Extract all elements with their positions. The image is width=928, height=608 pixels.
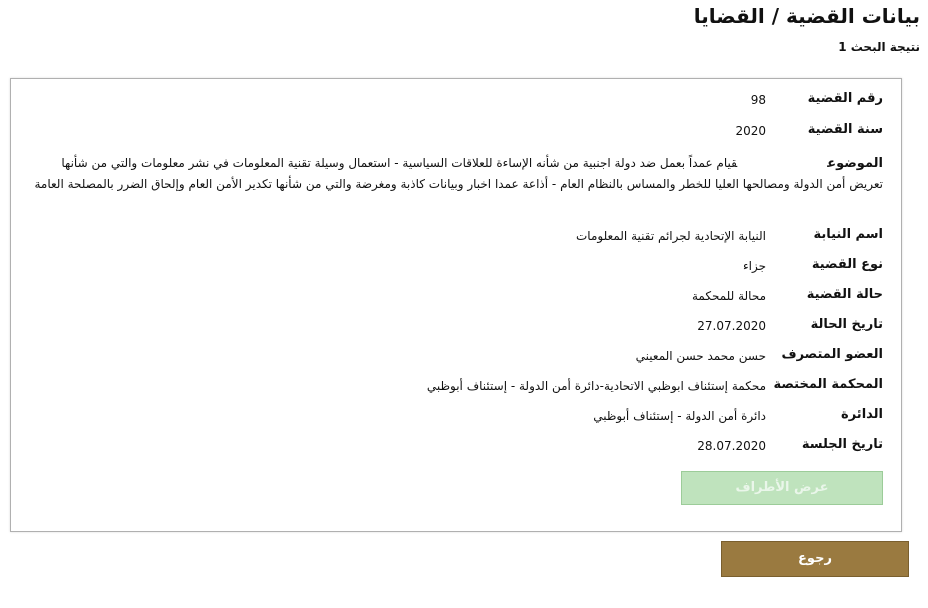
member-value: حسن محمد حسن المعيني [635, 349, 766, 363]
court-value: محكمة إستئناف ابوظبي الاتحادية-دائرة أمن الدولة - إستئناف أبوظبي [426, 379, 766, 393]
subject-value: قيام عمداً بعمل ضد دولة اجنبية من شأنه الإساءة للعلاقات السياسية - استعمال وسيلة تقنية المعلومات في نشر معلومات والتي من شأنها تعريض أمن الدولة ومصالحها العليا للخطر والمساس بالنظام العام - أذاعة عمدا اخبار وبيانات كاذبة ومغرضة والتي من شأنها تكدير الأمن العام وإلحاق الضرر بالمصلحة العامة [34, 156, 883, 191]
session-date-value: 28.07.2020 [697, 439, 766, 453]
case-year-value: 2020 [735, 124, 766, 138]
view-defendants-button[interactable]: عرض الأطراف [681, 471, 883, 505]
status-date-value: 27.07.2020 [697, 319, 766, 333]
prosecution-value: النيابة الإتحادية لجرائم تقنية المعلومات [576, 229, 766, 243]
case-number-label: رقم القضية [807, 91, 883, 106]
subject-label: الموضوع [827, 156, 883, 171]
case-details-panel [10, 78, 902, 532]
session-date-label: تاريخ الجلسة [801, 437, 883, 452]
member-label: العضو المتصرف [781, 347, 883, 362]
search-result-count: نتيجة البحث 1 [838, 40, 920, 54]
case-year-label: سنة القضية [807, 122, 883, 137]
circuit-label: الدائرة [841, 407, 883, 422]
page-title: بيانات القضية / القضايا [693, 4, 920, 28]
back-button[interactable]: رجوع [721, 541, 909, 577]
status-date-label: تاريخ الحالة [810, 317, 883, 332]
case-status-label: حالة القضية [806, 287, 883, 302]
prosecution-label: اسم النيابة [813, 227, 883, 242]
circuit-value: دائرة أمن الدولة - إستئناف أبوظبي [593, 409, 766, 423]
case-number-value: 98 [750, 93, 766, 107]
case-type-label: نوع القضية [811, 257, 883, 272]
court-label: المحكمة المختصة [773, 377, 883, 392]
subject-row [25, 153, 883, 194]
case-type-value: جزاء [742, 259, 766, 273]
case-status-value: محالة للمحكمة [691, 289, 766, 303]
